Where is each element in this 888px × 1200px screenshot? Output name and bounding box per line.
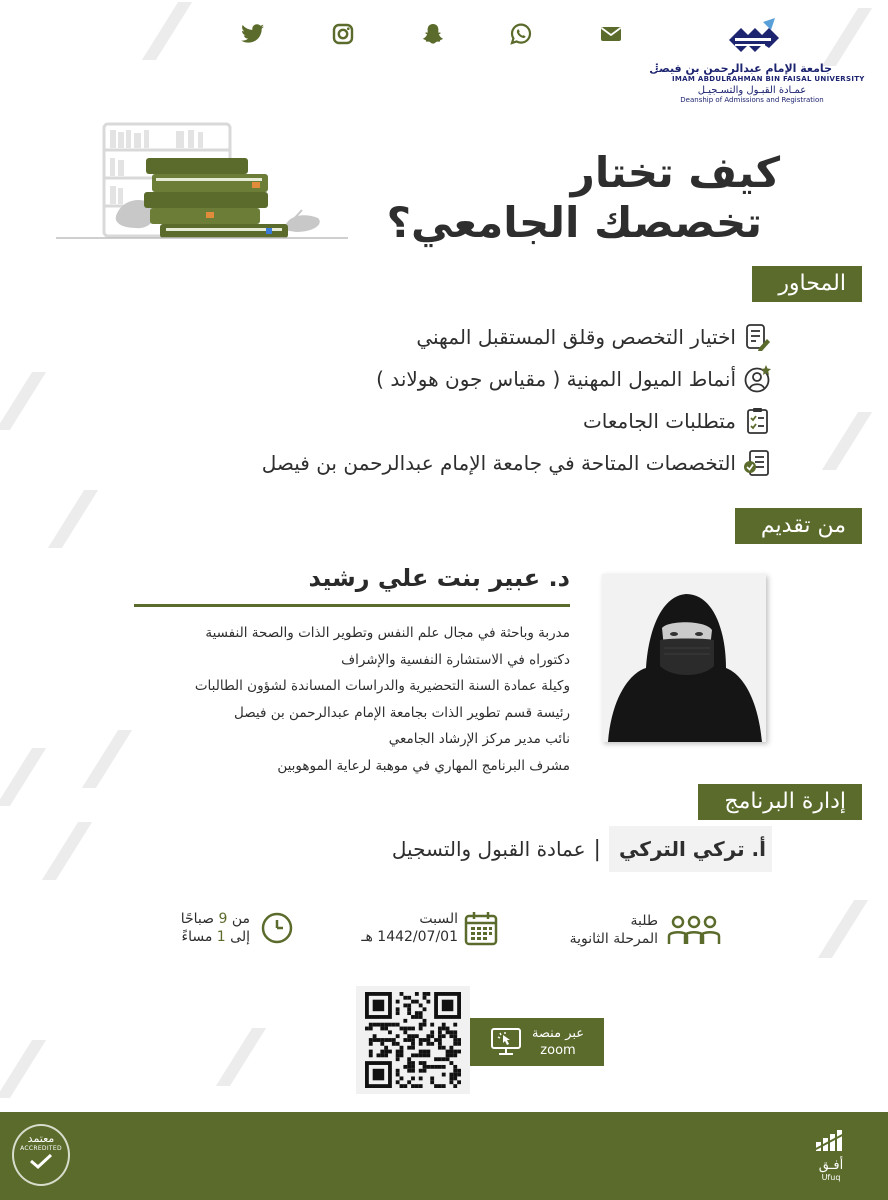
decorative-stroke	[82, 730, 132, 788]
time-to-suffix: مساءً	[181, 929, 213, 945]
event-date: 1442/07/01 هـ	[361, 929, 458, 945]
books-illustration	[56, 120, 348, 244]
time-to-prefix: إلى	[230, 929, 250, 945]
time-info	[181, 910, 294, 946]
topic-text: اختيار التخصص وقلق المستقبل المهني	[416, 325, 736, 349]
bio-line: مشرف البرنامج المهاري في موهبة لرعاية الموهوبين	[277, 757, 570, 774]
manager-separator: |	[593, 836, 601, 862]
university-logo	[649, 18, 865, 104]
decorative-stroke	[142, 2, 192, 60]
topic-item	[262, 400, 772, 442]
twitter-icon	[241, 24, 265, 44]
time-from-prefix: من	[231, 911, 250, 927]
document-check-icon	[742, 448, 772, 478]
snapchat-contact[interactable]	[388, 14, 478, 74]
snapchat-icon	[421, 22, 445, 46]
accredited-label-en: ACCREDITED	[20, 1145, 62, 1152]
decorative-stroke	[0, 748, 46, 806]
clock-icon	[260, 911, 294, 945]
contact-footer	[0, 1112, 888, 1200]
time-from	[181, 910, 250, 928]
ufuq-label-ar: أفـق	[818, 1158, 844, 1173]
presenter-name: د. عبير بنت علي رشيد	[308, 564, 570, 592]
page-title	[387, 148, 780, 248]
zoom-line-1: عبر منصة	[531, 1026, 585, 1041]
topic-item	[262, 316, 772, 358]
topic-text: التخصصات المتاحة في جامعة الإمام عبدالرحمن بن فيصل	[261, 451, 736, 475]
section-header-management: إدارة البرنامج	[698, 784, 862, 820]
snapchat-handle: IAU_AR	[414, 62, 452, 74]
manager-name: أ. تركي التركي	[609, 826, 772, 872]
title-line-1: كيف تختار	[570, 148, 780, 197]
group-icon	[666, 912, 722, 948]
email-contact[interactable]	[566, 14, 660, 74]
presenter-photo	[602, 574, 766, 742]
whatsapp-number: 0133332222	[487, 62, 555, 74]
whatsapp-contact[interactable]	[476, 14, 566, 74]
manager-department: عمادة القبول والتسجيل	[391, 837, 586, 861]
section-header-topics: المحاور	[752, 266, 862, 302]
qr-code-graphic	[365, 992, 461, 1088]
deanship-name-en: Deanship of Admissions and Registration	[680, 96, 824, 104]
instagram-icon	[332, 23, 354, 45]
zoom-platform-badge	[470, 1018, 604, 1066]
presenter-name-underline	[134, 604, 570, 607]
email-icon	[599, 24, 623, 44]
user-star-icon	[742, 364, 772, 394]
checklist-icon	[742, 406, 772, 436]
bio-line: دكتوراه في الاستشارة النفسية والإشراف	[341, 651, 570, 668]
instagram-contact[interactable]	[298, 14, 388, 74]
calendar-icon	[464, 910, 498, 946]
decorative-stroke	[0, 372, 46, 430]
accredited-label-ar: معتمد	[27, 1132, 55, 1145]
decorative-stroke	[822, 412, 872, 470]
accredited-badge	[12, 1124, 70, 1186]
time-to	[181, 928, 250, 946]
presenter-bio	[195, 620, 570, 779]
twitter-contact[interactable]	[208, 14, 298, 74]
ufuq-label-en: Ufuq	[821, 1173, 841, 1182]
ufuq-logo	[814, 1128, 848, 1182]
decorative-stroke	[42, 822, 92, 880]
event-day: السبت	[419, 911, 458, 927]
time-to-hour: 1	[216, 929, 226, 945]
section-header-presenter: من تقديم	[735, 508, 862, 544]
date-info	[361, 910, 498, 946]
topics-list	[262, 316, 772, 484]
time-from-suffix: صباحًا	[180, 911, 215, 927]
topic-item	[262, 442, 772, 484]
instagram-handle: IAU_AR	[324, 62, 362, 74]
program-manager	[392, 826, 772, 872]
university-emblem-icon	[723, 18, 781, 58]
university-name-ar: جامعة الإمام عبدالرحمن بن فيصل	[649, 62, 832, 75]
decorative-stroke	[0, 1040, 46, 1098]
ufuq-emblem-icon	[814, 1128, 848, 1152]
audience-line-2: المرحلة الثانوية	[569, 931, 658, 947]
time-from-hour: 9	[218, 911, 228, 927]
twitter-handle: IAU_AR	[234, 62, 272, 74]
edit-list-icon	[742, 322, 772, 352]
topic-text: متطلبات الجامعات	[582, 409, 736, 433]
decorative-stroke	[818, 900, 868, 958]
bio-line: نائب مدير مركز الإرشاد الجامعي	[388, 731, 570, 747]
presenter-portrait	[602, 574, 766, 742]
deanship-name-ar: عمـادة القبـول والتسـجيـل	[697, 85, 807, 96]
email-address: bserv@iau.edu.sa	[566, 62, 660, 74]
zoom-line-2: zoom	[540, 1043, 576, 1058]
topic-text: أنماط الميول المهنية ( مقياس جون هولاند )	[376, 367, 736, 391]
title-line-2: تخصصك الجامعي؟	[386, 198, 762, 247]
audience-info	[570, 912, 722, 948]
bio-line: مدربة وباحثة في مجال علم النفس وتطوير الذات والصحة النفسية	[205, 625, 570, 641]
checkmark-icon	[28, 1152, 54, 1170]
topic-item	[262, 358, 772, 400]
bio-line: وكيلة عمادة السنة التحضيرية والدراسات المساندة لشؤون الطالبات	[194, 678, 570, 694]
decorative-stroke	[216, 1028, 266, 1086]
online-monitor-icon	[490, 1027, 522, 1057]
audience-line-1: طلبة	[630, 913, 658, 929]
university-name-en: IMAM ABDULRAHMAN BIN FAISAL UNIVERSITY	[672, 75, 865, 83]
whatsapp-icon	[509, 22, 533, 46]
registration-qr-code[interactable]	[356, 986, 470, 1094]
decorative-stroke	[48, 490, 98, 548]
bio-line: رئيسة قسم تطوير الذات بجامعة الإمام عبدالرحمن بن فيصل	[233, 704, 570, 721]
